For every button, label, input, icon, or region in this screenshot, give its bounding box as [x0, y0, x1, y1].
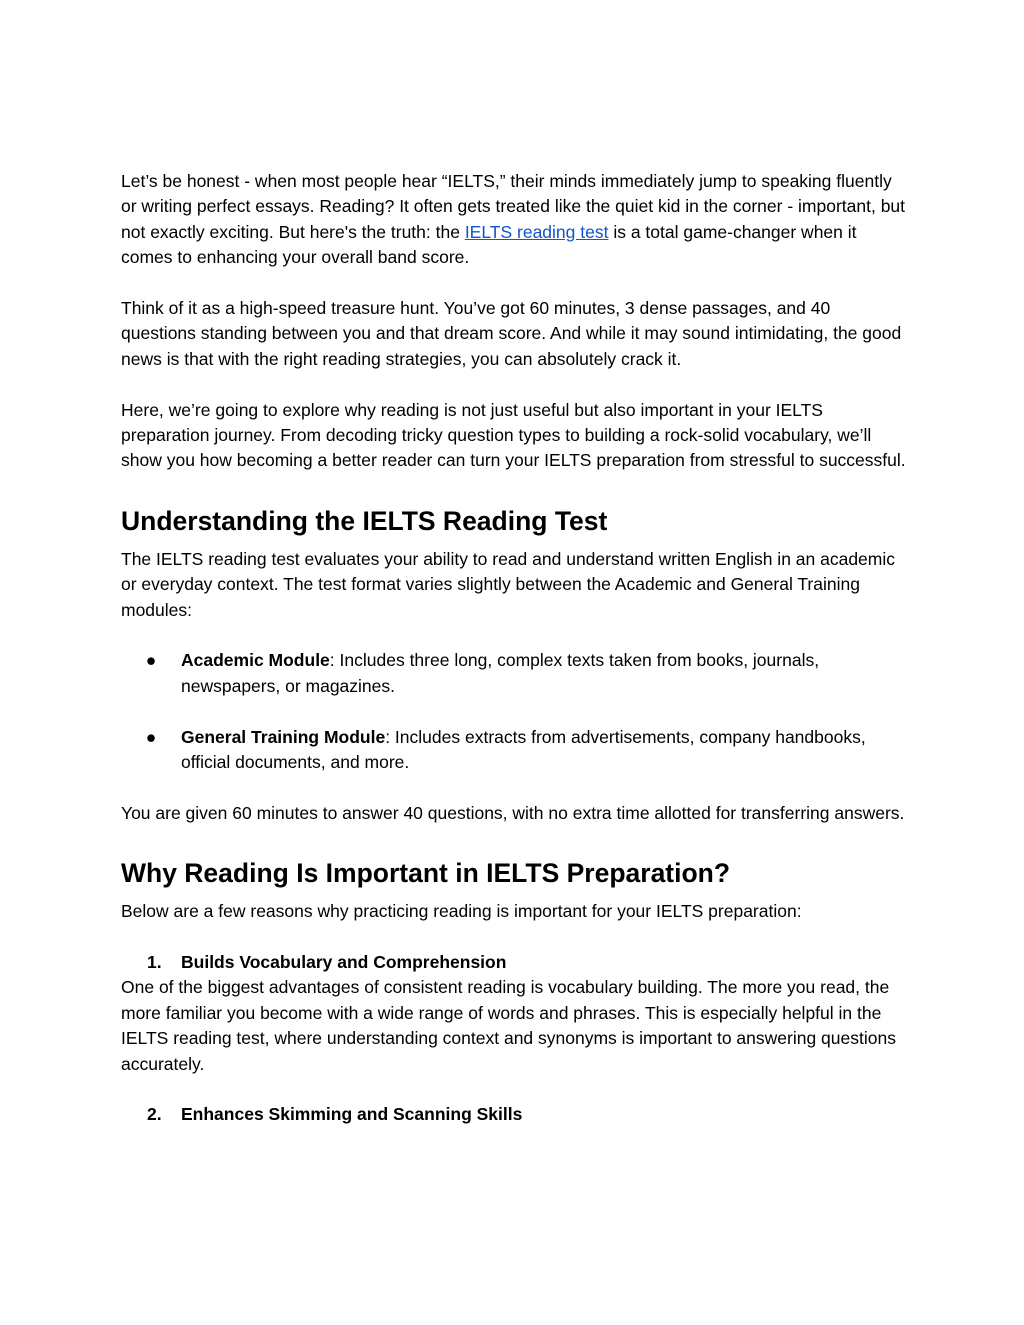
module-bullet-list: [121, 648, 906, 775]
numbered-item-1-heading: [121, 950, 906, 975]
document-page: [121, 169, 906, 1128]
section-heading-why-reading: Why Reading Is Important in IELTS Preparation?: [121, 858, 731, 889]
section2-intro: Below are a few reasons why practicing reading is important for your IELTS preparation:: [121, 901, 802, 922]
bullet-item-academic: [121, 648, 906, 699]
bullet-text: : Includes three long, complex texts taken from books, journals, newspapers, or magazines.: [181, 650, 820, 696]
intro-paragraph-1: [121, 169, 906, 271]
bullet-icon: ●: [145, 650, 157, 671]
bullet-term: General Training Module: [181, 726, 386, 747]
list-number: 1.: [147, 952, 162, 973]
ielts-reading-test-link[interactable]: IELTS reading test: [464, 221, 609, 242]
bullet-item-general-training: [121, 725, 906, 776]
section1-paragraph: The IELTS reading test evaluates your ability to read and understand written English in an academic or everyday context. The test format varies slightly between the Academic and General Training modules:: [121, 548, 896, 620]
section-heading-understanding: Understanding the IELTS Reading Test: [121, 505, 608, 536]
bullet-icon: ●: [145, 726, 157, 747]
intro-paragraph-2: Think of it as a high-speed treasure hunt. You’ve got 60 minutes, 3 dense passages, and 40 questions standing between you and that dream score. And while it may sound intimidating, the good news is that with the right reading strategies, you can absolutely crack it.: [121, 298, 902, 369]
section1-closing: You are given 60 minutes to answer 40 questions, with no extra time allotted for transferring answers.: [121, 802, 905, 823]
numbered-item-2-heading: [121, 1102, 906, 1127]
bullet-text: : Includes extracts from advertisements, company handbooks, official documents, and more.: [181, 726, 866, 773]
numbered-item-title: Enhances Skimming and Scanning Skills: [181, 1104, 523, 1125]
numbered-item-title: Builds Vocabulary and Comprehension: [181, 952, 507, 973]
intro-p1-text-b: is a total game-changer when it comes to enhancing your overall band score.: [121, 221, 857, 268]
bullet-term: Academic Module: [181, 650, 330, 671]
list-number: 2.: [147, 1104, 162, 1125]
intro-p1-text-a: Let’s be honest - when most people hear “IELTS,” their minds immediately jump to speaking fluently or writing perfect essays. Reading? It often gets treated like the quiet kid in the corner - important, but not exactly exciting. But here's the truth: the: [121, 171, 906, 242]
numbered-item-1-text: One of the biggest advantages of consistent reading is vocabulary building. The more you read, the more familiar you become with a wide range of words and phrases. This is especially helpful in the IELTS reading test, where understanding context and synonyms is important to answering questions accurately.: [121, 977, 896, 1074]
intro-paragraph-3: Here, we’re going to explore why reading is not just useful but also important in your IELTS preparation journey. From decoding tricky question types to building a rock-solid vocabulary, we’ll show you how becoming a better reader can turn your IELTS preparation from stressful to successful.: [121, 399, 906, 471]
